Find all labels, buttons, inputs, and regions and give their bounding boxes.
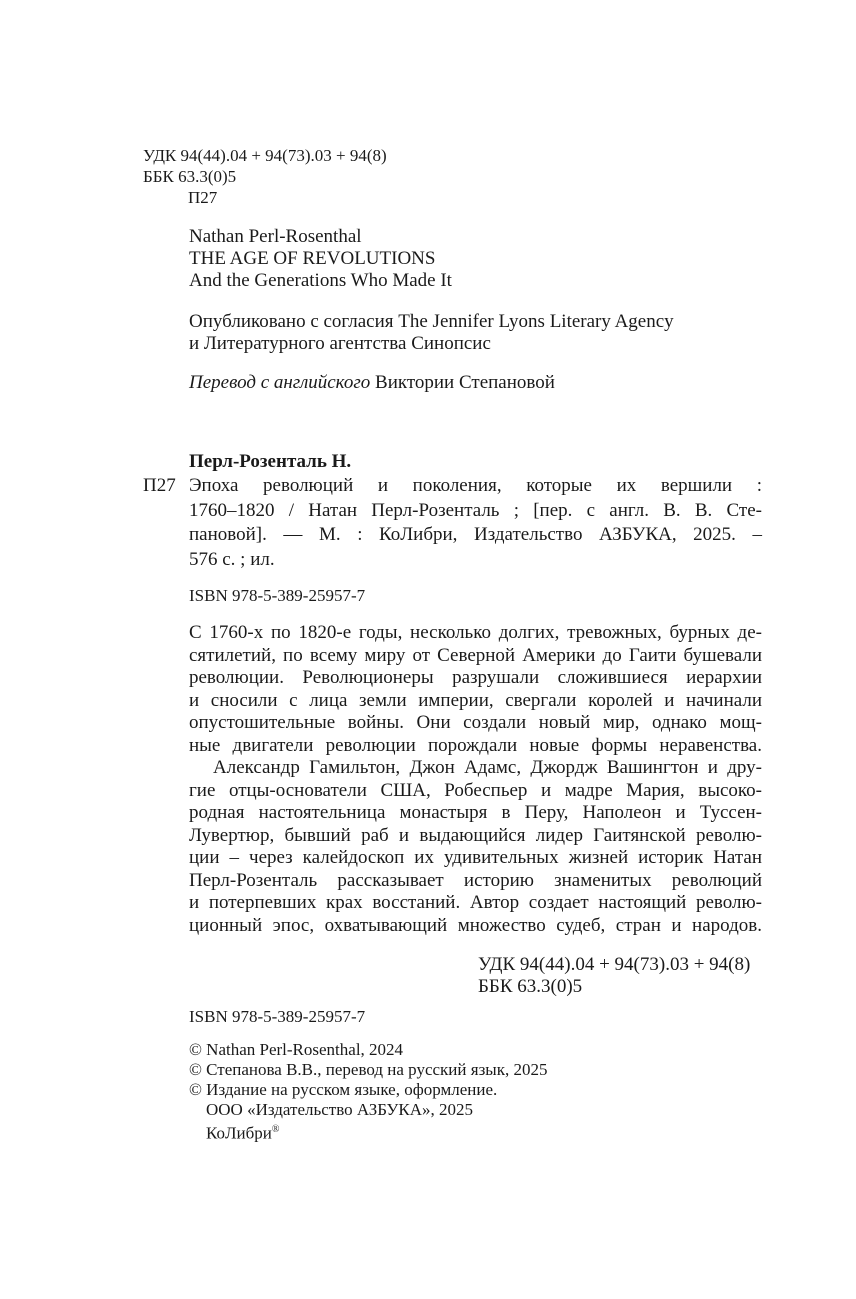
bbk-bottom: ББК 63.3(0)5 — [478, 976, 583, 997]
catalog-line: 1760–1820 / Натан Перл-Розенталь ; [пер. с англ. В. В. Сте- — [189, 499, 762, 521]
rights-line-2: и Литературного агентства Синопсис — [189, 333, 491, 354]
copyright-line: © Степанова В.В., перевод на русский язык, 2025 — [189, 1060, 548, 1079]
registered-mark: ® — [271, 1124, 280, 1135]
bbk-top: ББК 63.3(0)5 — [143, 167, 237, 186]
annotation-line: Александр Гамильтон, Джон Адамс, Джордж Вашингтон и дру- — [213, 757, 762, 778]
catalog-description — [189, 474, 762, 572]
annotation-line: и потерпевших крах восстаний. Автор создает настоящий револю- — [189, 892, 762, 913]
catalog-line: Эпоха революций и поколения, которые их вершили : — [189, 475, 762, 496]
annotation-para-2 — [189, 757, 762, 937]
annotation-para-1 — [189, 622, 762, 757]
annotation-line: Перл-Розенталь рассказывает историю знаменитых революций — [189, 869, 762, 891]
copyright-line: © Nathan Perl-Rosenthal, 2024 — [189, 1040, 404, 1059]
annotation-line: ные двигатели революции порождали новые формы неравенства. — [189, 734, 762, 756]
translation-credit — [189, 371, 555, 395]
udk-top: УДК 94(44).04 + 94(73).03 + 94(8) — [143, 146, 387, 165]
annotation-line: Лувертюр, бывший раб и выдающийся лидер Гаитянской револю- — [189, 824, 762, 846]
original-author: Nathan Perl-Rosenthal — [189, 226, 362, 247]
catalog-author-heading: Перл-Розенталь Н. — [189, 451, 352, 472]
annotation-line: опустошительные войны. Они создали новый мир, однако мощ- — [189, 712, 762, 733]
translation-label: Перевод с английского — [189, 372, 371, 393]
annotation-line: революции. Революционеры разрушали сложившиеся иерархии — [189, 667, 762, 688]
annotation-line: и сносили с лица земли империи, свергали королей и начинали — [189, 689, 762, 711]
translator-name: Виктории Степановой — [375, 372, 555, 393]
imprint-line — [206, 1119, 279, 1144]
catalog-line: 576 с. ; ил. — [189, 548, 275, 570]
publisher-line: ООО «Издательство АЗБУКА», 2025 — [206, 1100, 474, 1119]
catalog-mark: П27 — [143, 475, 176, 496]
annotation-line: гие отцы-основатели США, Робеспьер и мадре Мария, высоко- — [189, 779, 762, 801]
udk-bottom: УДК 94(44).04 + 94(73).03 + 94(8) — [478, 954, 751, 975]
author-mark-top: П27 — [188, 188, 218, 207]
original-subtitle: And the Generations Who Made It — [189, 270, 452, 291]
imprint-name: КоЛибри — [206, 1123, 272, 1143]
annotation-line: С 1760-х по 1820-е годы, несколько долгих, тревожных, бурных де- — [189, 622, 762, 643]
annotation-line: сятилетий, по всему миру от Северной Америки до Гаити бушевали — [189, 644, 762, 666]
original-title: THE AGE OF REVOLUTIONS — [189, 248, 436, 269]
footer-isbn: ISBN 978-5-389-25957-7 — [189, 1007, 366, 1026]
annotation-line: ционный эпос, охватывающий множество судеб, стран и народов. — [189, 914, 762, 936]
catalog-line: пановой]. — М. : КоЛибри, Издательство АЗБУКА, 2025. – — [189, 524, 762, 545]
rights-line-1: Опубликовано с согласия The Jennifer Lyons Literary Agency — [189, 311, 674, 332]
catalog-isbn: ISBN 978-5-389-25957-7 — [189, 586, 366, 605]
copyright-line: © Издание на русском языке, оформление. — [189, 1080, 498, 1099]
annotation-line: родная настоятельница монастыря в Перу, Наполеон и Туссен- — [189, 802, 762, 823]
annotation-line: ции – через калейдоскоп их удивительных жизней историк Натан — [189, 847, 762, 868]
